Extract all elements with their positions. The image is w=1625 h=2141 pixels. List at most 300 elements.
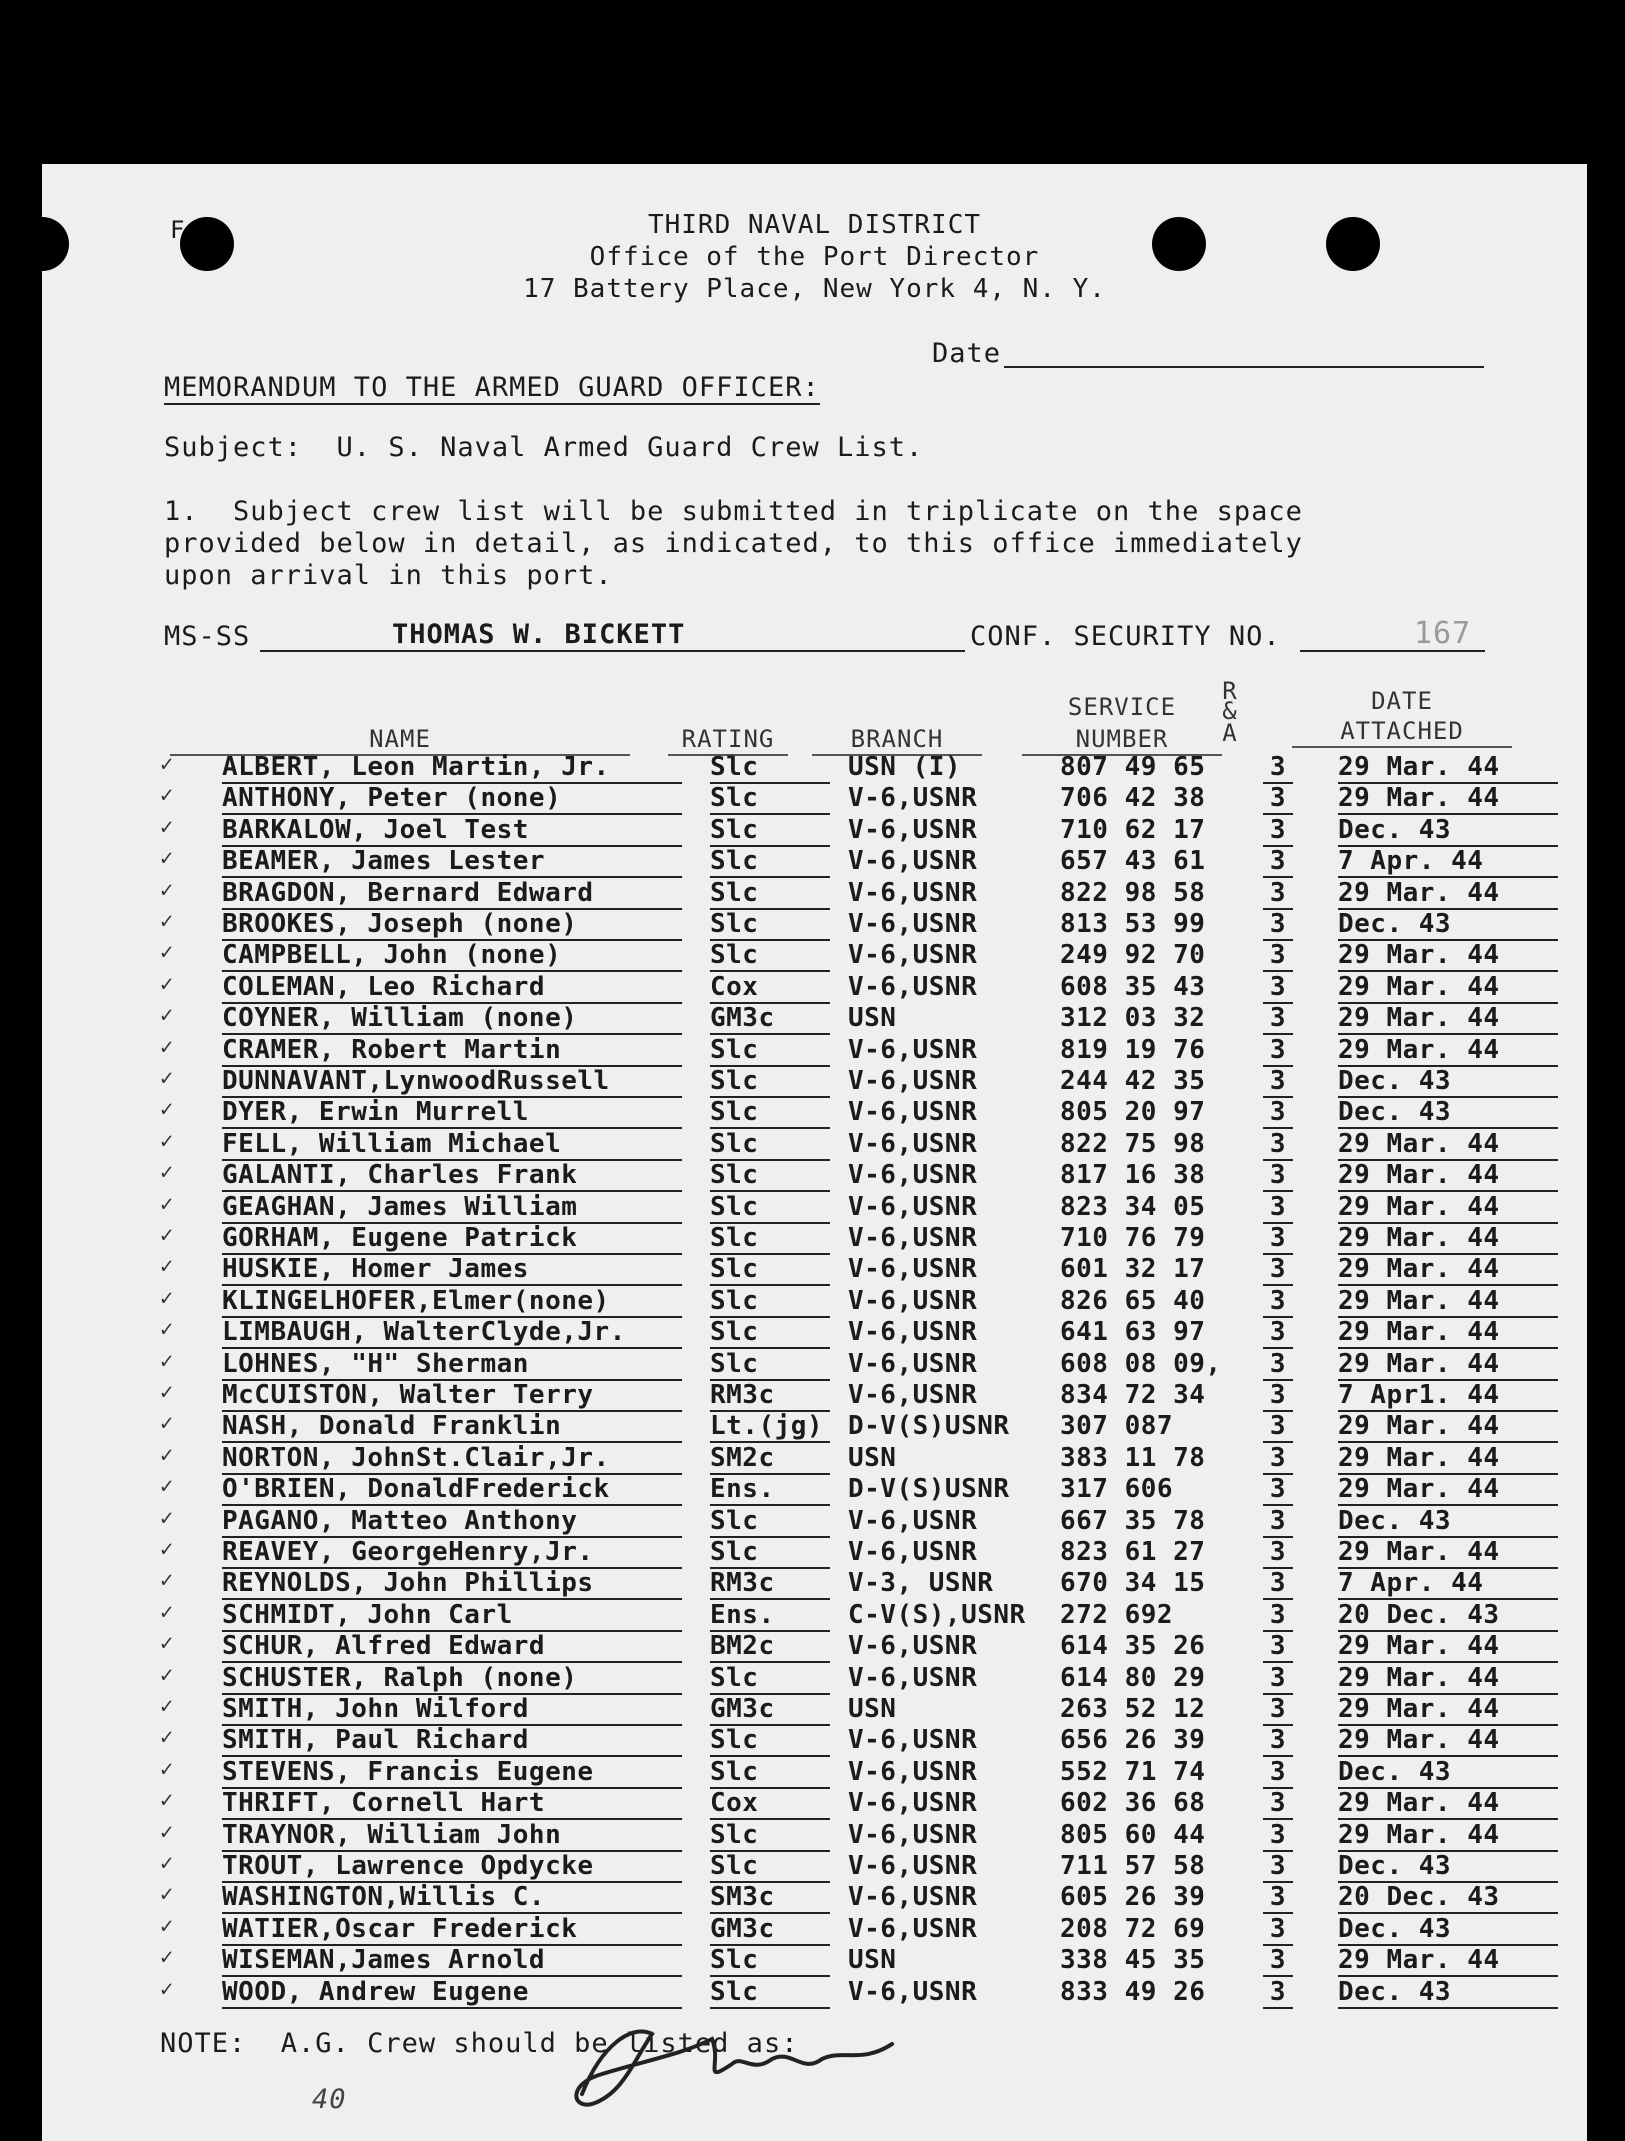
crew-row <box>160 1411 1540 1442</box>
crew-rating: Slc <box>710 1757 830 1789</box>
crew-rating: Slc <box>710 1223 830 1255</box>
crew-date-attached: Dec. 43 <box>1338 815 1558 847</box>
crew-name: WISEMAN,James Arnold <box>222 1945 682 1977</box>
crew-rating: SM2c <box>710 1443 830 1475</box>
crew-branch: V-6,USNR <box>848 1505 978 1536</box>
crew-branch: V-6,USNR <box>848 846 978 877</box>
crew-ra: 3 <box>1263 1568 1293 1600</box>
crew-rating: Slc <box>710 1725 830 1757</box>
check-mark-icon: ✓ <box>160 1411 174 1437</box>
crew-ra: 3 <box>1263 909 1293 941</box>
crew-branch: V-6,USNR <box>848 1097 978 1128</box>
crew-date-attached: 29 Mar. 44 <box>1338 1223 1558 1255</box>
crew-rating: GM3c <box>710 1003 830 1035</box>
ms-label: MS-SS <box>164 621 251 652</box>
crew-row <box>160 1223 1540 1254</box>
crew-service-number: 601 32 17 <box>1060 1254 1206 1285</box>
conf-security-label: CONF. SECURITY NO. <box>970 621 1281 652</box>
crew-date-attached: 29 Mar. 44 <box>1338 752 1558 784</box>
crew-name: DYER, Erwin Murrell <box>222 1097 682 1129</box>
crew-branch: V-6,USNR <box>848 1662 978 1693</box>
check-mark-icon: ✓ <box>160 814 174 840</box>
crew-row <box>160 1599 1540 1631</box>
ship-name-line <box>260 650 965 652</box>
crew-row <box>160 1285 1540 1317</box>
crew-row <box>160 1631 1540 1662</box>
column-header-date-top: DATE <box>1371 687 1433 715</box>
crew-ra: 3 <box>1263 1317 1293 1349</box>
crew-rating: Slc <box>710 1254 830 1286</box>
check-mark-icon: ✓ <box>160 1537 174 1562</box>
crew-rating: Ens. <box>710 1474 830 1506</box>
crew-rating: Slc <box>710 1160 830 1192</box>
crew-branch: V-6,USNR <box>848 1788 978 1819</box>
crew-ra: 3 <box>1263 1160 1293 1192</box>
instruction-line-3: upon arrival in this port. <box>164 560 613 591</box>
crew-row <box>160 1097 1540 1128</box>
crew-row <box>160 1474 1540 1505</box>
crew-service-number: 605 26 39 <box>1060 1882 1206 1913</box>
crew-row <box>160 1568 1540 1599</box>
crew-service-number: 807 49 65 <box>1060 752 1206 782</box>
crew-date-attached: 29 Mar. 44 <box>1338 1788 1558 1820</box>
crew-name: REAVEY, GeorgeHenry,Jr. <box>222 1537 682 1569</box>
column-header-rating: RATING <box>668 724 788 756</box>
crew-name: PAGANO, Matteo Anthony <box>222 1506 682 1538</box>
crew-row <box>160 1725 1540 1756</box>
crew-name: TROUT, Lawrence Opdycke <box>222 1851 682 1883</box>
crew-branch: V-6,USNR <box>848 1160 978 1191</box>
check-mark-icon: ✓ <box>160 1976 174 2002</box>
crew-branch: USN <box>848 1442 897 1473</box>
crew-branch: V-6,USNR <box>848 1882 978 1913</box>
crew-row <box>160 1442 1540 1474</box>
crew-rating: Slc <box>710 1035 830 1067</box>
crew-ra: 3 <box>1263 1474 1293 1506</box>
crew-name: HUSKIE, Homer James <box>222 1254 682 1286</box>
crew-service-number: 602 36 68 <box>1060 1788 1206 1819</box>
crew-branch: USN (I) <box>848 752 962 782</box>
check-mark-icon: ✓ <box>160 1317 174 1343</box>
crew-date-attached: 29 Mar. 44 <box>1338 1474 1558 1506</box>
crew-row <box>160 783 1540 814</box>
crew-date-attached: 29 Mar. 44 <box>1338 1694 1558 1726</box>
crew-name: STEVENS, Francis Eugene <box>222 1757 682 1789</box>
crew-branch: V-6,USNR <box>848 1537 978 1567</box>
crew-branch: D-V(S)USNR <box>848 1411 1010 1442</box>
crew-date-attached: 29 Mar. 44 <box>1338 1945 1558 1977</box>
check-mark-icon: ✓ <box>160 1380 174 1405</box>
crew-date-attached: 29 Mar. 44 <box>1338 1035 1558 1067</box>
crew-rating: Ens. <box>710 1600 830 1632</box>
crew-service-number: 823 61 27 <box>1060 1537 1206 1567</box>
crew-ra: 3 <box>1263 1757 1293 1789</box>
crew-service-number: 307 087 <box>1060 1411 1174 1442</box>
crew-name: ALBERT, Leon Martin, Jr. <box>222 752 682 784</box>
crew-service-number: 272 692 <box>1060 1599 1174 1630</box>
crew-date-attached: 29 Mar. 44 <box>1338 878 1558 910</box>
crew-branch: D-V(S)USNR <box>848 1474 1010 1505</box>
crew-service-number: 656 26 39 <box>1060 1725 1206 1756</box>
crew-name: NASH, Donald Franklin <box>222 1411 682 1443</box>
crew-ra: 3 <box>1263 1035 1293 1067</box>
crew-service-number: 244 42 35 <box>1060 1066 1206 1096</box>
check-mark-icon: ✓ <box>160 940 174 966</box>
crew-branch: V-6,USNR <box>848 1128 978 1159</box>
date-label: Date <box>932 338 1002 369</box>
crew-ra: 3 <box>1263 1851 1293 1883</box>
crew-date-attached: 29 Mar. 44 <box>1338 1725 1558 1757</box>
crew-row <box>160 1662 1540 1694</box>
district-title: THIRD NAVAL DISTRICT <box>647 210 982 240</box>
check-mark-icon: ✓ <box>160 909 174 934</box>
crew-service-number: 552 71 74 <box>1060 1756 1206 1787</box>
crew-name: SCHMIDT, John Carl <box>222 1600 682 1632</box>
crew-ra: 3 <box>1263 783 1293 815</box>
crew-name: KLINGELHOFER,Elmer(none) <box>222 1286 682 1318</box>
crew-name: WOOD, Andrew Eugene <box>222 1977 682 2009</box>
crew-rating: Slc <box>710 1851 830 1883</box>
crew-row <box>160 1003 1540 1034</box>
check-mark-icon: ✓ <box>160 1348 174 1374</box>
column-header-service-top: SERVICE <box>1067 693 1177 721</box>
corner-mark: F <box>170 216 186 244</box>
crew-name: LIMBAUGH, WalterClyde,Jr. <box>222 1317 682 1349</box>
crew-date-attached: 29 Mar. 44 <box>1338 1663 1558 1695</box>
crew-date-attached: 29 Mar. 44 <box>1338 1254 1558 1286</box>
crew-branch: V-6,USNR <box>848 877 978 908</box>
check-mark-icon: ✓ <box>160 1851 174 1876</box>
crew-row <box>160 1066 1540 1097</box>
check-mark-icon: ✓ <box>160 1285 174 1311</box>
crew-branch: V-6,USNR <box>848 1348 978 1379</box>
crew-branch: V-6,USNR <box>848 1191 978 1222</box>
crew-ra: 3 <box>1263 1788 1293 1820</box>
crew-rating: GM3c <box>710 1914 830 1946</box>
crew-date-attached: Dec. 43 <box>1338 1506 1558 1538</box>
crew-row <box>160 1756 1540 1788</box>
crew-service-number: 711 57 58 <box>1060 1851 1206 1881</box>
crew-branch: V-6,USNR <box>848 1066 978 1096</box>
crew-ra: 3 <box>1263 1725 1293 1757</box>
crew-ra: 3 <box>1263 1192 1293 1224</box>
check-mark-icon: ✓ <box>160 1819 174 1845</box>
crew-date-attached: Dec. 43 <box>1338 1851 1558 1883</box>
crew-date-attached: Dec. 43 <box>1338 1757 1558 1789</box>
check-mark-icon: ✓ <box>160 1599 174 1625</box>
crew-service-number: 208 72 69 <box>1060 1913 1206 1944</box>
crew-branch: V-6,USNR <box>848 1034 978 1065</box>
crew-name: BEAMER, James Lester <box>222 846 682 878</box>
crew-service-number: 670 34 15 <box>1060 1568 1206 1599</box>
crew-date-attached: 29 Mar. 44 <box>1338 1443 1558 1475</box>
crew-branch: V-6,USNR <box>848 1631 978 1662</box>
crew-name: GALANTI, Charles Frank <box>222 1160 682 1192</box>
crew-row <box>160 1537 1540 1568</box>
check-mark-icon: ✓ <box>160 1882 174 1908</box>
crew-ra: 3 <box>1263 1411 1293 1443</box>
column-header-ra-mid: & <box>1222 697 1238 725</box>
crew-row <box>160 1882 1540 1913</box>
crew-branch: V-6,USNR <box>848 1851 978 1881</box>
crew-name: COLEMAN, Leo Richard <box>222 972 682 1004</box>
check-mark-icon: ✓ <box>160 971 174 997</box>
crew-service-number: 383 11 78 <box>1060 1442 1206 1473</box>
crew-service-number: 641 63 97 <box>1060 1317 1206 1348</box>
crew-name: THRIFT, Cornell Hart <box>222 1788 682 1820</box>
crew-row <box>160 1160 1540 1191</box>
check-mark-icon: ✓ <box>160 1254 174 1280</box>
check-mark-icon: ✓ <box>160 846 174 872</box>
crew-name: SCHUSTER, Ralph (none) <box>222 1663 682 1695</box>
crew-name: REYNOLDS, John Phillips <box>222 1568 682 1600</box>
crew-name: TRAYNOR, William John <box>222 1820 682 1852</box>
crew-rating: Slc <box>710 1129 830 1161</box>
crew-service-number: 813 53 99 <box>1060 909 1206 939</box>
crew-service-number: 833 49 26 <box>1060 1976 1206 2007</box>
crew-ra: 3 <box>1263 1600 1293 1632</box>
crew-service-number: 317 606 <box>1060 1474 1174 1505</box>
crew-row <box>160 1380 1540 1411</box>
crew-service-number: 826 65 40 <box>1060 1285 1206 1316</box>
crew-ra: 3 <box>1263 1443 1293 1475</box>
check-mark-icon: ✓ <box>160 1913 174 1939</box>
crew-service-number: 805 20 97 <box>1060 1097 1206 1128</box>
crew-branch: USN <box>848 1003 897 1034</box>
crew-name: LOHNES, "H" Sherman <box>222 1349 682 1381</box>
crew-ra: 3 <box>1263 1506 1293 1538</box>
column-header-name: NAME <box>170 724 630 756</box>
crew-row <box>160 940 1540 971</box>
crew-branch: USN <box>848 1694 897 1724</box>
crew-rating: Slc <box>710 909 830 941</box>
crew-name: NORTON, JohnSt.Clair,Jr. <box>222 1443 682 1475</box>
crew-service-number: 823 34 05 <box>1060 1191 1206 1222</box>
crew-service-number: 822 98 58 <box>1060 877 1206 908</box>
crew-rating: Slc <box>710 752 830 784</box>
crew-date-attached: 7 Apr. 44 <box>1338 846 1558 878</box>
document-page <box>42 164 1587 2141</box>
check-mark-icon: ✓ <box>160 1505 174 1531</box>
crew-service-number: 706 42 38 <box>1060 783 1206 814</box>
crew-branch: V-6,USNR <box>848 1317 978 1348</box>
crew-rating: Slc <box>710 1317 830 1349</box>
crew-date-attached: Dec. 43 <box>1338 1066 1558 1098</box>
check-mark-icon: ✓ <box>160 877 174 903</box>
note-line: NOTE: A.G. Crew should be listed as: <box>160 2028 799 2059</box>
column-header-ra-bottom: A <box>1222 719 1238 747</box>
crew-branch: V-6,USNR <box>848 1380 978 1410</box>
crew-date-attached: 29 Mar. 44 <box>1338 940 1558 972</box>
crew-ra: 3 <box>1263 1631 1293 1663</box>
crew-branch: V-6,USNR <box>848 1913 978 1944</box>
check-mark-icon: ✓ <box>160 1160 174 1186</box>
crew-name: BRAGDON, Bernard Edward <box>222 878 682 910</box>
crew-ra: 3 <box>1263 1820 1293 1852</box>
crew-branch: V-3, USNR <box>848 1568 994 1599</box>
crew-rating: Slc <box>710 1097 830 1129</box>
crew-row <box>160 1034 1540 1066</box>
crew-service-number: 312 03 32 <box>1060 1003 1206 1034</box>
crew-row <box>160 814 1540 846</box>
crew-row <box>160 1505 1540 1537</box>
crew-service-number: 817 16 38 <box>1060 1160 1206 1191</box>
crew-date-attached: 29 Mar. 44 <box>1338 1160 1558 1192</box>
crew-date-attached: 29 Mar. 44 <box>1338 1003 1558 1035</box>
crew-rating: Slc <box>710 1820 830 1852</box>
crew-branch: V-6,USNR <box>848 783 978 814</box>
crew-date-attached: 29 Mar. 44 <box>1338 1537 1558 1569</box>
check-mark-icon: ✓ <box>160 1756 174 1782</box>
crew-date-attached: 29 Mar. 44 <box>1338 1820 1558 1852</box>
crew-ra: 3 <box>1263 846 1293 878</box>
check-mark-icon: ✓ <box>160 1066 174 1091</box>
crew-ra: 3 <box>1263 1882 1293 1914</box>
crew-date-attached: 20 Dec. 43 <box>1338 1600 1558 1632</box>
crew-service-number: 822 75 98 <box>1060 1128 1206 1159</box>
crew-rating: Slc <box>710 1945 830 1977</box>
instruction-line-1: 1. Subject crew list will be submitted in triplicate on the space <box>164 496 1303 527</box>
date-line <box>1004 366 1484 368</box>
crew-name: McCUISTON, Walter Terry <box>222 1380 682 1412</box>
crew-date-attached: 29 Mar. 44 <box>1338 972 1558 1004</box>
crew-rating: Slc <box>710 1537 830 1569</box>
crew-name: GEAGHAN, James William <box>222 1192 682 1224</box>
count-mark: 40 <box>312 2084 347 2115</box>
crew-rating: Slc <box>710 1663 830 1695</box>
crew-date-attached: 20 Dec. 43 <box>1338 1882 1558 1914</box>
check-mark-icon: ✓ <box>160 1003 174 1029</box>
crew-date-attached: 29 Mar. 44 <box>1338 1631 1558 1663</box>
crew-service-number: 614 80 29 <box>1060 1662 1206 1693</box>
office-address: 17 Battery Place, New York 4, N. Y. <box>523 274 1106 304</box>
crew-date-attached: 29 Mar. 44 <box>1338 1411 1558 1443</box>
crew-rating: Slc <box>710 1192 830 1224</box>
crew-branch: V-6,USNR <box>848 1976 978 2007</box>
crew-row <box>160 1694 1540 1725</box>
crew-service-number: 710 62 17 <box>1060 814 1206 845</box>
check-mark-icon: ✓ <box>160 1034 174 1060</box>
crew-rating: Slc <box>710 1286 830 1318</box>
crew-date-attached: Dec. 43 <box>1338 909 1558 941</box>
crew-branch: USN <box>848 1945 897 1976</box>
crew-rating: Slc <box>710 1977 830 2009</box>
crew-row <box>160 1913 1540 1945</box>
crew-ra: 3 <box>1263 1914 1293 1946</box>
crew-service-number: 805 60 44 <box>1060 1819 1206 1850</box>
crew-date-attached: 7 Apr1. 44 <box>1338 1380 1558 1412</box>
check-mark-icon: ✓ <box>160 1568 174 1594</box>
crew-name: WATIER,Oscar Frederick <box>222 1914 682 1946</box>
crew-name: CRAMER, Robert Martin <box>222 1035 682 1067</box>
check-mark-icon: ✓ <box>160 1631 174 1657</box>
check-mark-icon: ✓ <box>160 1945 174 1971</box>
crew-rating: Slc <box>710 1506 830 1538</box>
crew-row <box>160 877 1540 909</box>
crew-service-number: 710 76 79 <box>1060 1223 1206 1253</box>
crew-ra: 3 <box>1263 1663 1293 1695</box>
crew-branch: V-6,USNR <box>848 940 978 971</box>
crew-ra: 3 <box>1263 1977 1293 2009</box>
crew-rating: Slc <box>710 815 830 847</box>
column-header-service-bottom: NUMBER <box>1022 724 1222 756</box>
crew-date-attached: 29 Mar. 44 <box>1338 1286 1558 1318</box>
crew-branch: V-6,USNR <box>848 1285 978 1316</box>
crew-service-number: 834 72 34 <box>1060 1380 1206 1410</box>
crew-ra: 3 <box>1263 1694 1293 1726</box>
column-header-branch: BRANCH <box>812 724 982 756</box>
crew-rating: RM3c <box>710 1380 830 1412</box>
crew-name: FELL, William Michael <box>222 1129 682 1161</box>
crew-branch: V-6,USNR <box>848 971 978 1002</box>
crew-date-attached: 29 Mar. 44 <box>1338 1349 1558 1381</box>
crew-service-number: 338 45 35 <box>1060 1945 1206 1976</box>
crew-ra: 3 <box>1263 1129 1293 1161</box>
crew-name: DUNNAVANT,LynwoodRussell <box>222 1066 682 1098</box>
crew-name: SMITH, Paul Richard <box>222 1725 682 1757</box>
check-mark-icon: ✓ <box>160 1662 174 1688</box>
crew-ra: 3 <box>1263 815 1293 847</box>
check-mark-icon: ✓ <box>160 783 174 809</box>
crew-branch: V-6,USNR <box>848 1223 978 1253</box>
crew-name: BROOKES, Joseph (none) <box>222 909 682 941</box>
crew-branch: V-6,USNR <box>848 1819 978 1850</box>
crew-row <box>160 846 1540 877</box>
crew-date-attached: 7 Apr. 44 <box>1338 1568 1558 1600</box>
crew-ra: 3 <box>1263 878 1293 910</box>
crew-rating: GM3c <box>710 1694 830 1726</box>
crew-ra: 3 <box>1263 1286 1293 1318</box>
crew-name: SCHUR, Alfred Edward <box>222 1631 682 1663</box>
crew-service-number: 249 92 70 <box>1060 940 1206 971</box>
office-title: Office of the Port Director <box>589 242 1040 272</box>
crew-branch: V-6,USNR <box>848 1254 978 1285</box>
crew-row <box>160 1788 1540 1819</box>
column-header-ra-top: R <box>1222 677 1238 705</box>
subject-line: Subject: U. S. Naval Armed Guard Crew List. <box>164 432 924 463</box>
crew-row <box>160 1945 1540 1976</box>
check-mark-icon: ✓ <box>160 1442 174 1468</box>
crew-row <box>160 752 1540 783</box>
check-mark-icon: ✓ <box>160 1694 174 1719</box>
memo-title: MEMORANDUM TO THE ARMED GUARD OFFICER: <box>164 372 820 403</box>
crew-ra: 3 <box>1263 752 1293 784</box>
crew-ra: 3 <box>1263 1003 1293 1035</box>
crew-rating: BM2c <box>710 1631 830 1663</box>
crew-name: CAMPBELL, John (none) <box>222 940 682 972</box>
crew-date-attached: 29 Mar. 44 <box>1338 1317 1558 1349</box>
crew-name: GORHAM, Eugene Patrick <box>222 1223 682 1255</box>
crew-rating: Slc <box>710 940 830 972</box>
crew-name: WASHINGTON,Willis C. <box>222 1882 682 1914</box>
crew-service-number: 614 35 26 <box>1060 1631 1206 1662</box>
crew-service-number: 608 08 09, <box>1060 1348 1222 1379</box>
check-mark-icon: ✓ <box>160 1223 174 1248</box>
crew-ra: 3 <box>1263 1380 1293 1412</box>
ship-name: THOMAS W. BICKETT <box>392 619 686 650</box>
signature <box>562 2004 922 2124</box>
crew-ra: 3 <box>1263 1254 1293 1286</box>
check-mark-icon: ✓ <box>160 752 174 777</box>
crew-date-attached: 29 Mar. 44 <box>1338 1192 1558 1224</box>
crew-row <box>160 1191 1540 1223</box>
crew-row <box>160 1348 1540 1380</box>
crew-ra: 3 <box>1263 1223 1293 1255</box>
crew-ra: 3 <box>1263 1097 1293 1129</box>
crew-date-attached: Dec. 43 <box>1338 1977 1558 2009</box>
check-mark-icon: ✓ <box>160 1191 174 1217</box>
crew-row <box>160 971 1540 1003</box>
